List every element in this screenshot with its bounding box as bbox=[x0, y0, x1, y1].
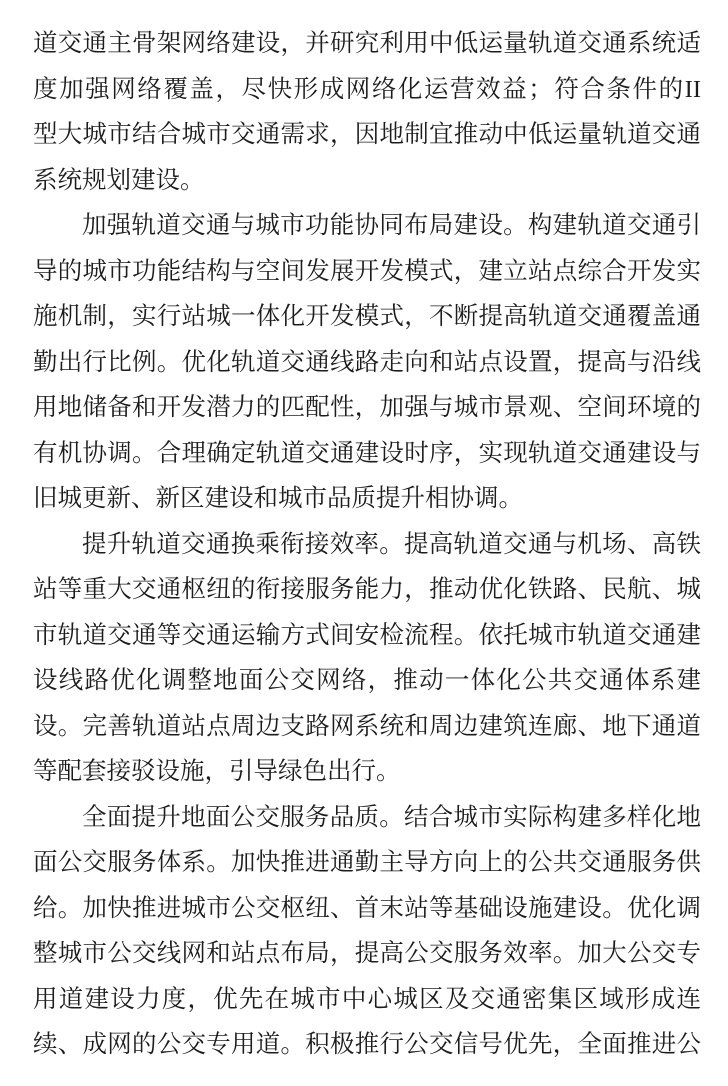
text-line: 站等重大交通枢纽的衔接服务能力，推动优化铁路、民航、城 bbox=[33, 576, 701, 603]
text-line: 导的城市功能结构与空间发展开发模式，建立站点综合开发实 bbox=[33, 257, 701, 285]
text-line: 用地储备和开发潜力的匹配性，加强与城市景观、空间环境的 bbox=[33, 394, 701, 421]
paragraph bbox=[33, 203, 701, 522]
text-line: 型大城市结合城市交通需求，因地制宜推动中低运量轨道交通 bbox=[33, 121, 701, 148]
text-line: 度加强网络覆盖，尽快形成网络化运营效益；符合条件的II bbox=[33, 75, 701, 103]
text-line: 系统规划建设。 bbox=[33, 166, 205, 194]
text-line: 勤出行比例。优化轨道交通线路走向和站点设置，提高与沿线 bbox=[33, 348, 701, 376]
text-line: 施机制，实行站城一体化开发模式，不断提高轨道交通覆盖通 bbox=[33, 303, 701, 330]
text-line: 旧城更新、新区建设和城市品质提升相协调。 bbox=[33, 485, 523, 512]
text-line: 有机协调。合理确定轨道交通建设时序，实现轨道交通建设与 bbox=[33, 439, 701, 467]
text-line: 整城市公交线网和站点布局，提高公交服务效率。加大公交专 bbox=[33, 940, 701, 967]
text-block bbox=[33, 21, 701, 1068]
paragraph bbox=[33, 522, 701, 795]
text-line: 面公交服务体系。加快推进通勤主导方向上的公共交通服务供 bbox=[33, 849, 701, 876]
text-line: 设线路优化调整地面公交网络，推动一体化公共交通体系建 bbox=[33, 667, 701, 694]
text-line: 加强轨道交通与城市功能协同布局建设。构建轨道交通引 bbox=[82, 212, 701, 239]
text-line: 提升轨道交通换乘衔接效率。提高轨道交通与机场、高铁 bbox=[82, 530, 701, 558]
paragraph bbox=[33, 795, 701, 1068]
text-line: 全面提升地面公交服务品质。结合城市实际构建多样化地 bbox=[82, 803, 701, 831]
text-line: 等配套接驳设施，引导绿色出行。 bbox=[33, 758, 401, 785]
paragraph bbox=[33, 21, 701, 203]
text-line: 给。加快推进城市公交枢纽、首末站等基础设施建设。优化调 bbox=[33, 894, 701, 922]
text-line: 续、成网的公交专用道。积极推行公交信号优先，全面推进公 bbox=[33, 1031, 701, 1058]
text-line: 用道建设力度，优先在城市中心城区及交通密集区域形成连 bbox=[33, 985, 701, 1013]
text-line: 市轨道交通等交通运输方式间安检流程。依托城市轨道交通建 bbox=[33, 621, 701, 649]
text-line: 道交通主骨架网络建设，并研究利用中低运量轨道交通系统适 bbox=[33, 30, 701, 57]
text-line: 设。完善轨道站点周边支路网系统和周边建筑连廊、地下通道 bbox=[33, 712, 701, 740]
